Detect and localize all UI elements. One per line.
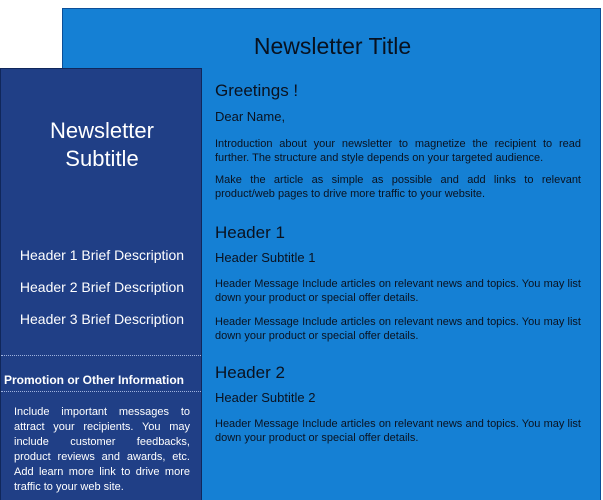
intro-paragraph-2: Make the article as simple as possible and add links to relevant product/web pages to drive more traffic to your website. [215,174,581,200]
section-2-header: Header 2 [215,363,285,382]
sidebar [0,68,202,500]
promo-heading: Promotion or Other Information [4,373,184,387]
section-2-subtitle: Header Subtitle 2 [215,390,316,405]
section-1-subtitle: Header Subtitle 1 [215,250,316,265]
section-1-header: Header 1 [215,223,285,242]
salutation: Dear Name, [215,109,286,124]
sidebar-divider-bottom [1,391,201,392]
sidebar-nav [1,245,203,341]
sidebar-item-header-1[interactable]: Header 1 Brief Description [19,247,185,263]
intro-paragraph-1: Introduction about your newsletter to magnetize the recipient to read further. The structure and style depends on your targeted audience. [215,138,581,164]
greeting-heading: Greetings ! [215,81,299,100]
main-content [215,80,581,445]
newsletter-subtitle [1,117,203,173]
section-2-message-1: Header Message Include articles on relevant news and topics. You may list down your product or special offer details. [215,418,581,444]
sidebar-divider-top [1,355,201,356]
sidebar-item-header-2[interactable]: Header 2 Brief Description [19,279,185,295]
section-1-message-2: Header Message Include articles on relevant news and topics. You may list down your product or special offer details. [215,316,581,342]
newsletter-subtitle-line-2: Subtitle [65,146,139,171]
promo-body: Include important messages to attract your recipients. You may include customer feedbacks, product reviews and awards, etc. Add learn more link to drive more traffic to your web site. [14,406,190,493]
newsletter-title: Newsletter Title [253,33,412,59]
section-1-message-1: Header Message Include articles on relevant news and topics. You may list down your product or special offer details. [215,278,581,304]
sidebar-item-header-3[interactable]: Header 3 Brief Description [19,311,185,327]
newsletter-subtitle-line-1: Newsletter [50,118,154,143]
